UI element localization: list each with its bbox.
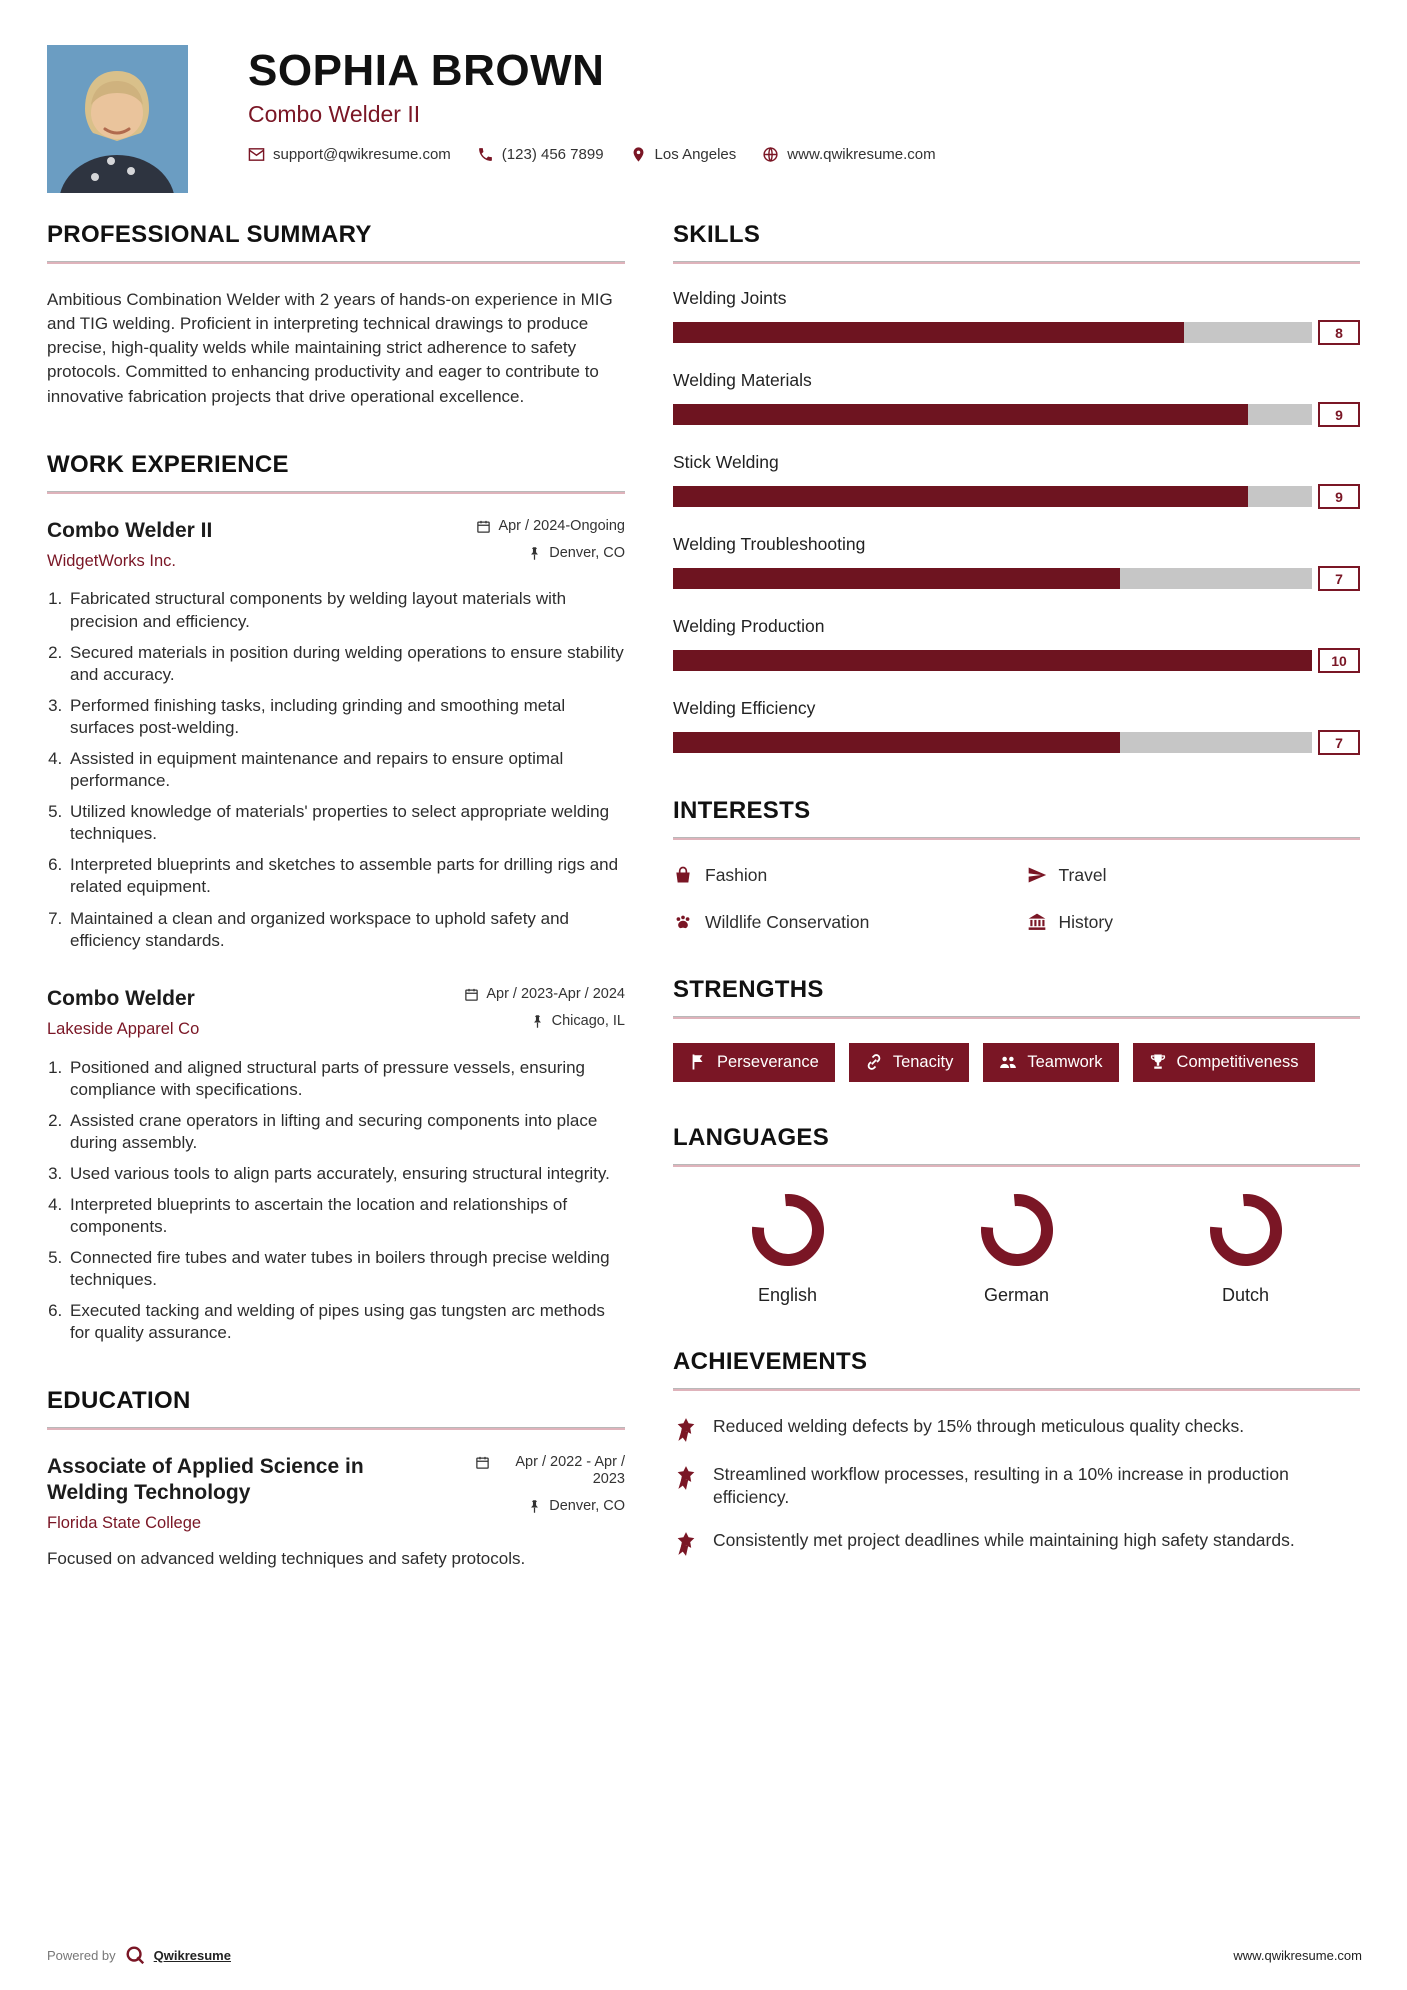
achievement-item [673, 1529, 1360, 1557]
language-item [673, 1191, 902, 1306]
calendar-icon [475, 1455, 490, 1470]
skill-fill [673, 322, 1184, 343]
education-head [47, 1454, 625, 1534]
summary-heading: PROFESSIONAL SUMMARY [47, 221, 372, 248]
phone-icon [477, 146, 494, 163]
qwikresume-logo-icon [124, 1944, 146, 1966]
section-languages [673, 1124, 1360, 1306]
skill-track [673, 486, 1312, 507]
skill-score: 7 [1318, 730, 1360, 755]
skill-row [673, 370, 1360, 427]
skill-score: 8 [1318, 320, 1360, 345]
interest-item [1027, 864, 1361, 887]
footer-branding [47, 1944, 231, 1966]
achievement-text: Streamlined workflow processes, resulting in a 10% increase in production efficiency. [713, 1463, 1289, 1507]
calendar-icon [464, 987, 479, 1002]
job-location [464, 1013, 625, 1030]
strength-badge [1133, 1043, 1315, 1082]
profile-photo [47, 45, 188, 193]
job-company: Lakeside Apparel Co [47, 1019, 200, 1038]
powered-by-text: Powered by [47, 1947, 116, 1963]
education-school: Florida State College [47, 1514, 202, 1533]
skill-bar [673, 484, 1360, 509]
job-bullets [47, 1057, 625, 1345]
strength-wrap [673, 1043, 1360, 1082]
job-location-text: Denver, CO [549, 545, 625, 562]
skill-name: Welding Production [673, 616, 825, 636]
strength-label: Tenacity [892, 1052, 954, 1071]
teamwork-icon [999, 1053, 1017, 1071]
job-bullet: 7. Maintained a clean and organized workspace to uphold safety and efficiency standards. [67, 908, 625, 952]
achievement-text: Reduced welding defects by 15% through meticulous quality checks. [713, 1415, 1245, 1436]
skill-bar [673, 320, 1360, 345]
job-bullets [47, 588, 625, 951]
section-divider [47, 1427, 625, 1430]
travel-icon [1027, 865, 1047, 885]
job-bullet: 3. Performed finishing tasks, including grinding and smoothing metal surfaces post-welding. [67, 695, 625, 739]
interest-item [673, 911, 1007, 934]
skill-track [673, 650, 1312, 671]
section-work-experience [47, 451, 625, 1345]
education-meta [475, 1454, 625, 1526]
skill-bar [673, 730, 1360, 755]
skill-row [673, 452, 1360, 509]
section-divider [673, 261, 1360, 264]
history-icon [1027, 912, 1047, 932]
section-professional-summary [47, 221, 625, 409]
competitiveness-icon [1149, 1053, 1167, 1071]
education-location-text: Denver, CO [549, 1498, 625, 1515]
candidate-title: Combo Welder II [248, 101, 421, 128]
interest-label: Wildlife Conservation [705, 911, 870, 932]
contact-email[interactable] [248, 146, 451, 163]
education-degree: Associate of Applied Science in Welding Technology [47, 1454, 364, 1504]
achievements-heading: ACHIEVEMENTS [673, 1347, 868, 1375]
skill-bar [673, 566, 1360, 591]
job-location-text: Chicago, IL [551, 1013, 625, 1030]
job-title-block [47, 518, 212, 571]
language-item [1131, 1191, 1360, 1306]
job-bullet: 5. Connected fire tubes and water tubes in boilers through precise welding techniques. [67, 1247, 625, 1291]
job-bullet: 5. Utilized knowledge of materials' properties to select appropriate welding techniques. [67, 801, 625, 845]
skill-row [673, 534, 1360, 591]
left-column [47, 221, 625, 1611]
language-level-arc [1207, 1191, 1285, 1269]
language-item [902, 1191, 1131, 1306]
job-entry [47, 518, 625, 952]
skill-row [673, 698, 1360, 755]
skill-score: 9 [1318, 484, 1360, 509]
job-bullet: 2. Secured materials in position during welding operations to ensure stability and accuracy. [67, 642, 625, 686]
skill-row [673, 288, 1360, 345]
language-label: English [757, 1284, 818, 1305]
contact-website[interactable] [762, 146, 935, 163]
section-divider [673, 837, 1360, 840]
achievement-item [673, 1415, 1360, 1443]
contact-phone[interactable] [477, 146, 604, 163]
content-columns [47, 221, 1360, 1611]
skill-row [673, 616, 1360, 673]
strength-badge [673, 1043, 835, 1082]
skill-track [673, 404, 1312, 425]
interest-grid [673, 864, 1360, 934]
interest-label: History [1058, 911, 1113, 932]
perseverance-icon [689, 1053, 707, 1071]
achievement-item [673, 1463, 1360, 1509]
lang-grid [673, 1191, 1360, 1306]
strength-label: Competitiveness [1176, 1052, 1299, 1071]
languages-heading: LANGUAGES [673, 1123, 830, 1151]
skill-bar [673, 648, 1360, 673]
contact-location-text: Los Angeles [654, 146, 737, 164]
interest-item [673, 864, 1007, 887]
section-strengths [673, 976, 1360, 1082]
wildlife-icon [673, 912, 693, 932]
job-head [47, 518, 625, 573]
skill-score: 9 [1318, 402, 1360, 427]
contact-phone-text: (123) 456 7899 [501, 146, 604, 164]
header-info [248, 45, 936, 163]
language-label: German [983, 1284, 1050, 1305]
candidate-name: SOPHIA BROWN [248, 46, 605, 95]
skill-track [673, 568, 1312, 589]
contact-location [630, 146, 737, 163]
skill-track [673, 732, 1312, 753]
job-bullet: 2. Assisted crane operators in lifting and securing components into place during assembly. [67, 1110, 625, 1154]
job-bullet: 1. Fabricated structural components by welding layout materials with precision and efficiency. [67, 588, 625, 632]
skills-heading: SKILLS [673, 221, 761, 248]
job-title: Combo Welder II [47, 518, 213, 542]
section-education [47, 1387, 625, 1570]
globe-icon [762, 146, 779, 163]
section-divider [47, 491, 625, 494]
job-bullet: 6. Interpreted blueprints and sketches to assemble parts for drilling rigs and related equipment. [67, 854, 625, 898]
summary-text: Ambitious Combination Welder with 2 years of hands-on experience in MIG and TIG welding. Proficient in interpreting technical drawings to produce precise, high-quality welds while maintaining strict adherence to safety protocols. Committed to enhancing productivity and eager to contribute to innovative fabrication projects that drive operational excellence. [47, 290, 613, 406]
achievement-badge-icon [673, 1531, 699, 1557]
job-bullet: 4. Interpreted blueprints to ascertain the location and relationships of components. [67, 1194, 625, 1238]
job-head [47, 986, 625, 1041]
skill-fill [673, 732, 1120, 753]
pushpin-icon [527, 546, 542, 561]
contact-email-text: support@qwikresume.com [273, 146, 451, 164]
job-bullet: 6. Executed tacking and welding of pipes using gas tungsten arc methods for quality assurance. [67, 1300, 625, 1344]
job-entry [47, 986, 625, 1345]
strengths-heading: STRENGTHS [673, 975, 824, 1003]
achievement-badge-icon [673, 1417, 699, 1443]
profile-photo-image [47, 45, 188, 193]
strength-badge [983, 1043, 1118, 1082]
skill-fill [673, 568, 1120, 589]
header [47, 45, 1360, 193]
section-skills [673, 221, 1360, 755]
section-divider [673, 1388, 1360, 1391]
education-note: Focused on advanced welding techniques and safety protocols. [47, 1549, 526, 1569]
language-level-arc [749, 1191, 827, 1269]
fashion-icon [673, 865, 693, 885]
section-achievements [673, 1348, 1360, 1557]
interest-label: Fashion [705, 865, 768, 885]
job-meta [464, 986, 625, 1041]
qwikresume-brand-link[interactable]: Qwikresume [153, 1947, 231, 1963]
skill-fill [673, 404, 1248, 425]
job-dates [476, 518, 625, 535]
language-label: Dutch [1221, 1284, 1270, 1305]
interest-item [1027, 911, 1361, 934]
job-location [476, 545, 625, 562]
education-dates [475, 1454, 625, 1489]
achievement-badge-icon [673, 1465, 699, 1491]
job-bullet: 1. Positioned and aligned structural parts of pressure vessels, ensuring compliance with specifications. [67, 1057, 625, 1101]
section-divider [47, 261, 625, 264]
skill-track [673, 322, 1312, 343]
education-heading: EDUCATION [47, 1386, 191, 1414]
right-column [673, 221, 1360, 1611]
footer-website[interactable]: www.qwikresume.com [1233, 1947, 1362, 1963]
footer [47, 1944, 1362, 1966]
section-divider [673, 1164, 1360, 1167]
email-icon [248, 146, 265, 163]
skill-score: 7 [1318, 566, 1360, 591]
job-meta [476, 518, 625, 573]
pushpin-icon [530, 1014, 545, 1029]
section-divider [673, 1016, 1360, 1019]
skill-name: Welding Troubleshooting [673, 534, 866, 554]
job-title-block [47, 986, 199, 1039]
contact-row [248, 146, 936, 163]
strength-badge [849, 1043, 970, 1082]
strength-label: Perseverance [717, 1052, 819, 1071]
language-level-arc [978, 1191, 1056, 1269]
skill-name: Welding Joints [673, 288, 787, 308]
skill-score: 10 [1318, 648, 1360, 673]
skill-name: Welding Efficiency [673, 698, 816, 718]
interests-heading: INTERESTS [673, 797, 811, 824]
pushpin-icon [527, 1499, 542, 1514]
strength-label: Teamwork [1027, 1052, 1103, 1071]
job-dates [464, 986, 625, 1003]
job-bullet: 3. Used various tools to align parts accurately, ensuring structural integrity. [67, 1163, 625, 1185]
interest-label: Travel [1058, 865, 1107, 885]
job-title: Combo Welder [47, 986, 195, 1010]
education-location [475, 1498, 625, 1515]
education-dates-text: Apr / 2022 - Apr / 2023 [515, 1453, 625, 1487]
skill-fill [673, 650, 1312, 671]
skill-fill [673, 486, 1248, 507]
work-heading: WORK EXPERIENCE [47, 450, 289, 478]
job-dates-text: Apr / 2023-Apr / 2024 [486, 985, 625, 1002]
job-dates-text: Apr / 2024-Ongoing [498, 517, 625, 534]
calendar-icon [476, 519, 491, 534]
skill-name: Stick Welding [673, 452, 779, 472]
skill-bar [673, 402, 1360, 427]
location-pin-icon [630, 146, 647, 163]
contact-website-text: www.qwikresume.com [787, 146, 936, 164]
section-interests [673, 797, 1360, 934]
job-bullet: 4. Assisted in equipment maintenance and repairs to ensure optimal performance. [67, 748, 625, 792]
education-title-block [47, 1454, 447, 1534]
skill-name: Welding Materials [673, 370, 812, 390]
tenacity-icon [865, 1053, 883, 1071]
achievement-text: Consistently met project deadlines while maintaining high safety standards. [713, 1529, 1295, 1550]
job-company: WidgetWorks Inc. [47, 551, 176, 570]
